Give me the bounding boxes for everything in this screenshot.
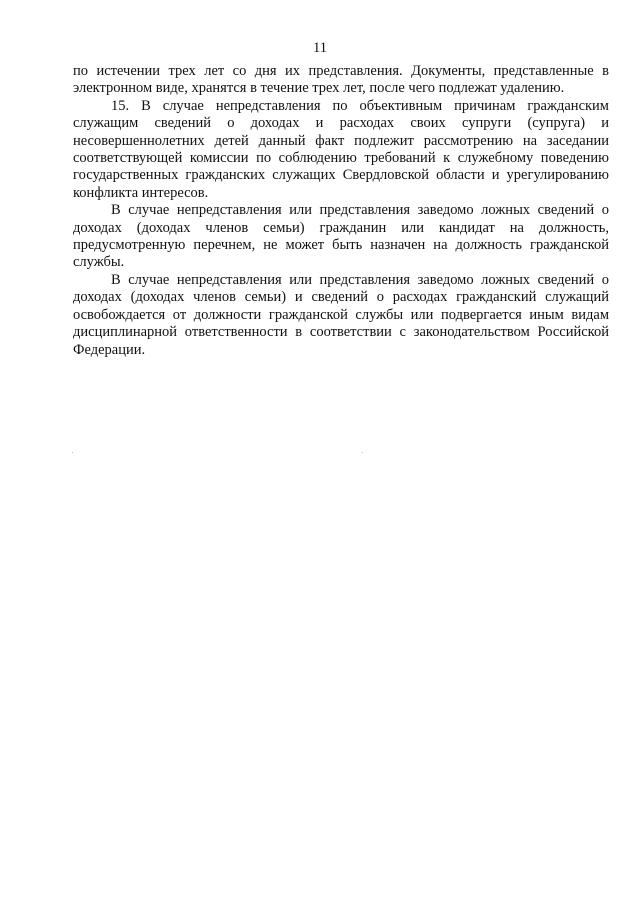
paragraph-citizen-consequence: В случае непредставления или представления заведомо ложных сведений о доходах (доходах членов семьи) гражданин или кандидат на должность, предусмотренную перечнем, не может быть назначен на должность гражданской службы. bbox=[73, 202, 609, 271]
paragraph-continuation: по истечении трех лет со дня их представления. Документы, представленные в электронном виде, хранятся в течение трех лет, после чего подлежат удалению. bbox=[73, 63, 609, 97]
document-body bbox=[73, 63, 609, 359]
paragraph-item-15: 15. В случае непредставления по объективным причинам гражданским служащим сведений о доходах и расходах своих супруги (супруга) и несовершеннолетних детей данный факт подлежит рассмотрению на заседании соответствующей комиссии по соблюдению требований к служебному поведению государственных гражданских служащих Свердловской области и урегулированию конфликта интересов. bbox=[73, 97, 609, 201]
scan-dot bbox=[72, 452, 73, 453]
scan-artifact-dots bbox=[0, 452, 640, 454]
page-number: 11 bbox=[313, 40, 327, 56]
scan-dot bbox=[362, 452, 363, 453]
paragraph-servant-consequence: В случае непредставления или представления заведомо ложных сведений о доходах (доходах членов семьи) и сведений о расходах гражданский служащий освобождается от должности гражданской службы или подвергается иным видам дисциплинарной ответственности в соответствии с законодательством Российской Федерации. bbox=[73, 271, 609, 358]
